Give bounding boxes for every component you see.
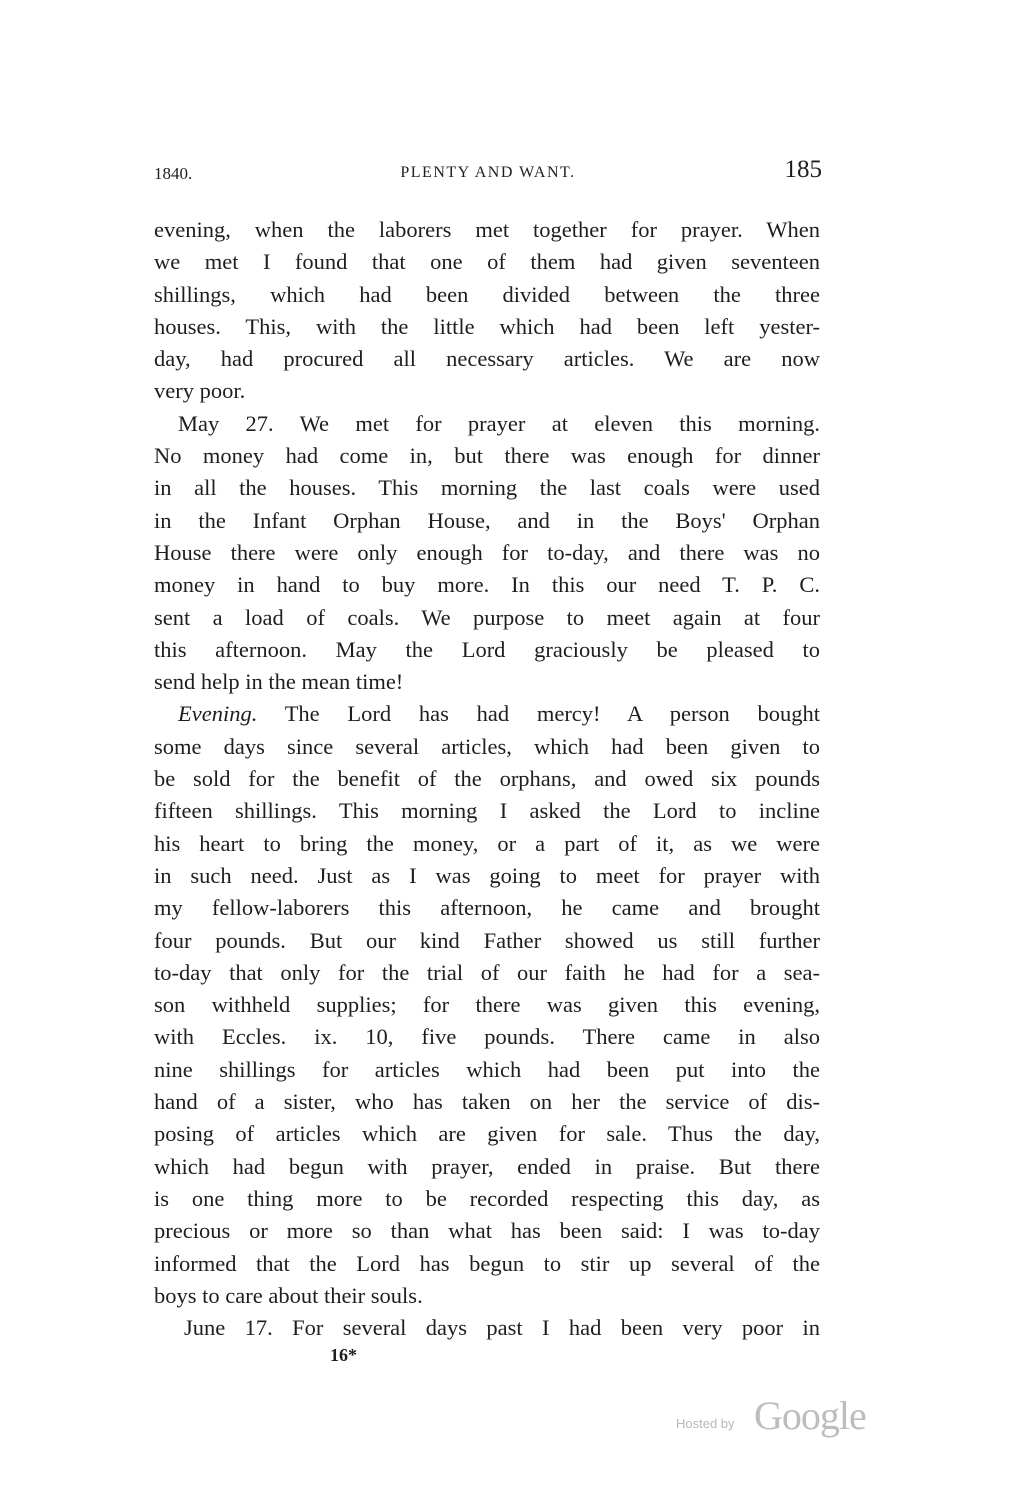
- text-line: son withheld supplies; for there was given this evening,: [154, 992, 820, 1018]
- text-line: with Eccles. ix. 10, five pounds. There came in also: [154, 1024, 820, 1050]
- text-line: posing of articles which are given for sale. Thus the day,: [154, 1121, 820, 1147]
- google-watermark: [676, 1392, 886, 1442]
- text-line: money in hand to buy more. In this our need T. P. C.: [154, 572, 820, 598]
- page-number: 185: [784, 156, 822, 183]
- text-line: four pounds. But our kind Father showed us still further: [154, 927, 820, 953]
- signature-mark: 16*: [330, 1345, 357, 1365]
- hosted-by-label: Hosted by: [676, 1416, 735, 1431]
- evening-label: Evening.: [178, 701, 258, 727]
- running-head: [154, 156, 822, 190]
- text-line: No money had come in, but there was enough for dinner: [154, 443, 820, 469]
- text-line: his heart to bring the money, or a part of it, as we were: [154, 830, 820, 856]
- text-line: in the Infant Orphan House, and in the Boys' Orphan: [154, 507, 820, 533]
- text-line: evening, when the laborers met together for prayer. When: [154, 217, 820, 242]
- text-line: fifteen shillings. This morning I asked the Lord to incline: [154, 798, 820, 824]
- text-line: some days since several articles, which had been given to: [154, 733, 820, 759]
- text-line-evening: [154, 698, 820, 730]
- text-line: June 17. For several days past I had been very poor in: [184, 1315, 820, 1341]
- text-line: informed that the Lord has begun to stir up several of the: [154, 1250, 820, 1276]
- text-line: which had begun with prayer, ended in praise. But there: [154, 1153, 820, 1179]
- text-line: day, had procured all necessary articles. We are now: [154, 346, 820, 372]
- text-line: my fellow-laborers this afternoon, he came and brought: [154, 895, 820, 921]
- text-line: this afternoon. May the Lord graciously be pleased to: [154, 636, 820, 662]
- text-line: in such need. Just as I was going to meet for prayer with: [154, 862, 820, 888]
- text-line: be sold for the benefit of the orphans, and owed six pounds: [154, 766, 820, 792]
- body-text: [154, 214, 820, 1344]
- text-line: shillings, which had been divided between the three: [154, 281, 820, 307]
- text-line: May 27. We met for prayer at eleven this morning.: [178, 410, 820, 436]
- text-line: House there were only enough for to-day, and there was no: [154, 539, 820, 565]
- text-line: boys to care about their souls.: [154, 1282, 423, 1308]
- text-line: very poor.: [154, 378, 246, 404]
- text-line: nine shillings for articles which had been put into the: [154, 1056, 820, 1082]
- text-line-rest: The Lord has had mercy! A person bought: [284, 701, 821, 727]
- text-line: hand of a sister, who has taken on her the service of dis-: [154, 1089, 820, 1115]
- google-logo: Google: [754, 1393, 866, 1438]
- text-line: in all the houses. This morning the last coals were used: [154, 475, 820, 501]
- text-line: houses. This, with the little which had been left yester-: [154, 313, 820, 339]
- running-head-year: 1840.: [154, 164, 193, 183]
- text-line: to-day that only for the trial of our faith he had for a sea-: [154, 959, 820, 985]
- text-line: is one thing more to be recorded respecting this day, as: [154, 1185, 820, 1211]
- text-line: precious or more so than what has been said: I was to-day: [154, 1218, 820, 1244]
- text-line: we met I found that one of them had given seventeen: [154, 249, 820, 275]
- text-line: sent a load of coals. We purpose to meet again at four: [154, 604, 820, 630]
- running-head-title: PLENTY AND WANT.: [400, 164, 576, 181]
- text-line: send help in the mean time!: [154, 669, 404, 695]
